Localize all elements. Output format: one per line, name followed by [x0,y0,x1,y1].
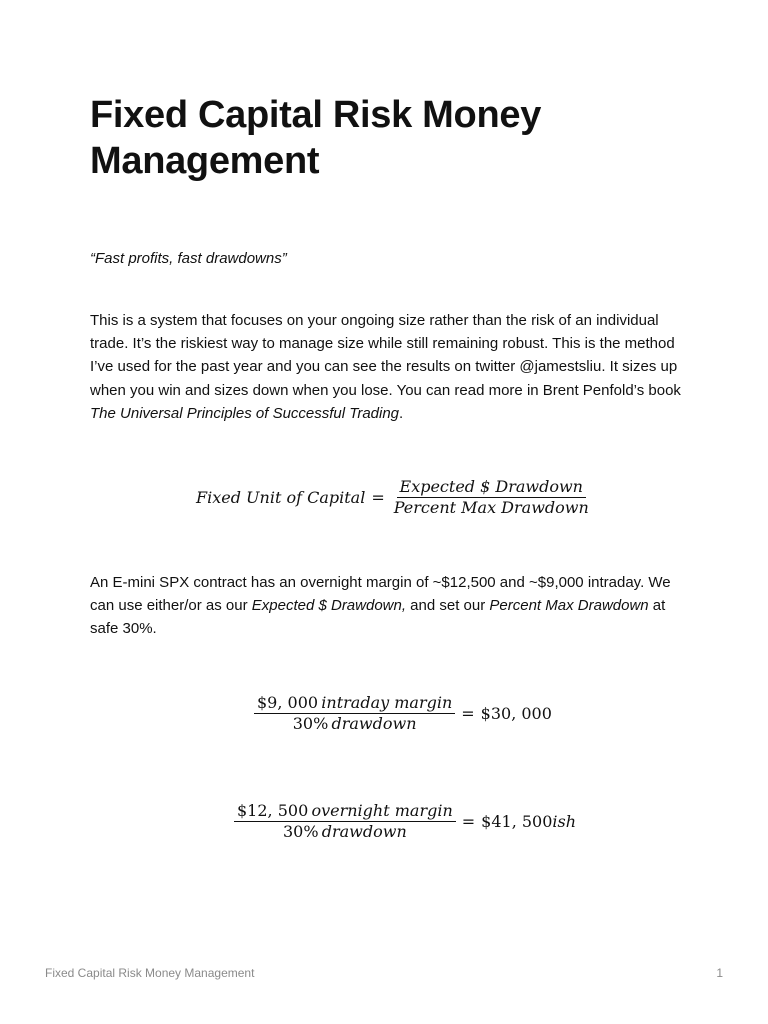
intraday-denominator-value: 30% [292,714,329,733]
book-title: The Universal Principles of Successful Trading [90,404,400,422]
footer-page-number: 1 [716,966,723,980]
formula-equals: = [371,488,385,507]
overnight-denominator-text: drawdown [321,822,407,841]
intraday-numerator-value: $9, 000 [257,693,319,712]
formula-intraday [254,693,552,734]
overnight-denominator-value: 30% [282,822,319,841]
formula-overnight [234,801,576,842]
intraday-result: $30, 000 [480,704,552,723]
margin-paragraph-start: An E-mini SPX contract has an overnight margin of ~$12,500 and ~$9,000 intraday. We can use either/or as our [90,574,671,615]
overnight-numerator-text: overnight margin [311,801,453,820]
intro-paragraph-text: This is a system that focuses on your ongoing size rather than the risk of an individual trade. It’s the riskiest way to manage size while still remaining robust. This is the method I’ve used for the past year and you can see the results on twitter @jamestsliu. It sizes up when you win and sizes down when you lose. You can read more in Brent Penfold’s book [90,312,681,399]
formula-fixed-unit-of-capital [196,477,592,518]
intraday-equals: = [461,704,475,723]
intraday-fraction [254,693,455,734]
term-percent-max-drawdown: Percent Max Drawdown [489,597,649,615]
intraday-denominator [290,714,420,734]
overnight-numerator [234,801,456,822]
document-title: Fixed Capital Risk Money Management [90,94,542,182]
intraday-denominator-text: drawdown [331,714,417,733]
overnight-result-value: $41, 500 [481,812,553,831]
overnight-denominator [280,822,410,842]
intro-paragraph [90,309,690,425]
overnight-equals: = [461,812,476,831]
overnight-result-suffix: ish [552,812,577,831]
intraday-numerator [254,693,455,714]
term-expected-drawdown: Expected $ Drawdown, [251,597,407,615]
overnight-numerator-value: $12, 500 [237,801,309,820]
margin-paragraph-middle: and set our [406,597,490,615]
intraday-numerator-text: intraday margin [321,693,453,712]
epigraph-quote: “Fast profits, fast drawdowns” [90,250,287,267]
overnight-fraction [234,801,456,842]
formula-numerator: Expected $ Drawdown [397,477,586,498]
formula-fraction [391,477,592,518]
margin-paragraph-end: at safe 30%. [90,597,666,638]
footer-title: Fixed Capital Risk Money Management [45,966,255,980]
intro-paragraph-end: . [399,404,404,422]
formula-lhs: Fixed Unit of Capital [196,488,366,507]
formula-denominator: Percent Max Drawdown [393,498,589,517]
margin-paragraph [90,571,690,641]
